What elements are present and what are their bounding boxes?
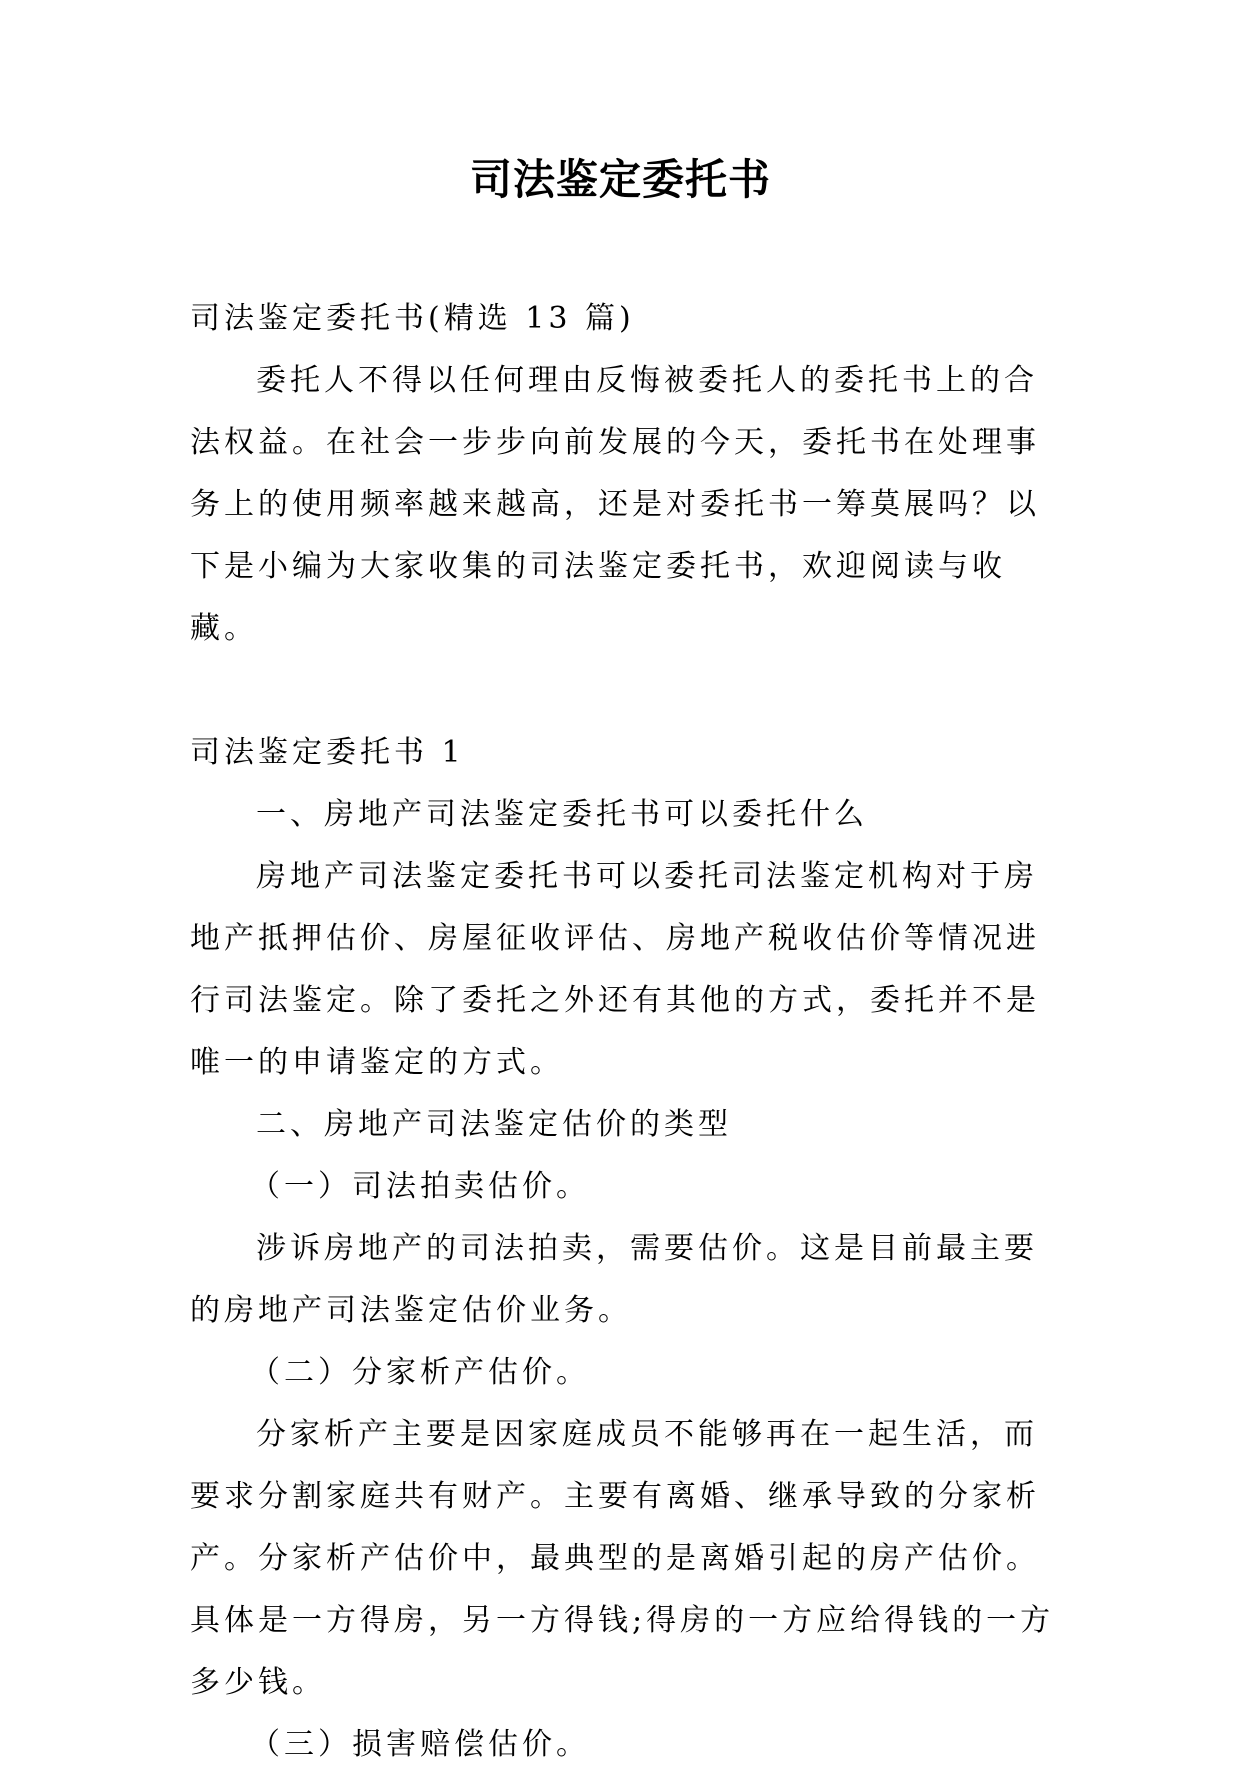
item-heading: （二）分家析产估价。: [250, 1355, 590, 1390]
document-subtitle: 司法鉴定委托书(精选 13 篇): [190, 301, 635, 336]
body-paragraph: 房地产司法鉴定委托书可以委托司法鉴定机构对于房地产抵押估价、房屋征收评估、房地产税收估价等情况进行司法鉴定。除了委托之外还有其他的方式，委托并不是唯一的申请鉴定的方式。: [190, 859, 1040, 1080]
document-title: 司法鉴定委托书: [469, 155, 771, 204]
body-paragraph: 涉诉房地产的司法拍卖，需要估价。这是目前最主要的房地产司法鉴定估价业务。: [190, 1231, 1038, 1328]
section-heading: 司法鉴定委托书 1: [190, 735, 465, 770]
sub-heading: 一、房地产司法鉴定委托书可以委托什么: [256, 797, 868, 832]
paragraph-gap: [190, 660, 1070, 722]
document-body: [190, 288, 1070, 1776]
sub-heading: 二、房地产司法鉴定估价的类型: [256, 1107, 732, 1142]
item-heading: （三）损害赔偿估价。: [250, 1727, 590, 1762]
item-heading: （一）司法拍卖估价。: [250, 1169, 590, 1204]
intro-paragraph: 委托人不得以任何理由反悔被委托人的委托书上的合法权益。在社会一步步向前发展的今天，委托书在处理事务上的使用频率越来越高，还是对委托书一筹莫展吗？以下是小编为大家收集的司法鉴定委托书，欢迎阅读与收藏。: [190, 363, 1040, 646]
body-paragraph: 分家析产主要是因家庭成员不能够再在一起生活，而要求分割家庭共有财产。主要有离婚、继承导致的分家析产。分家析产估价中，最典型的是离婚引起的房产估价。具体是一方得房，另一方得钱;得房的一方应给得钱的一方多少钱。: [190, 1417, 1055, 1700]
